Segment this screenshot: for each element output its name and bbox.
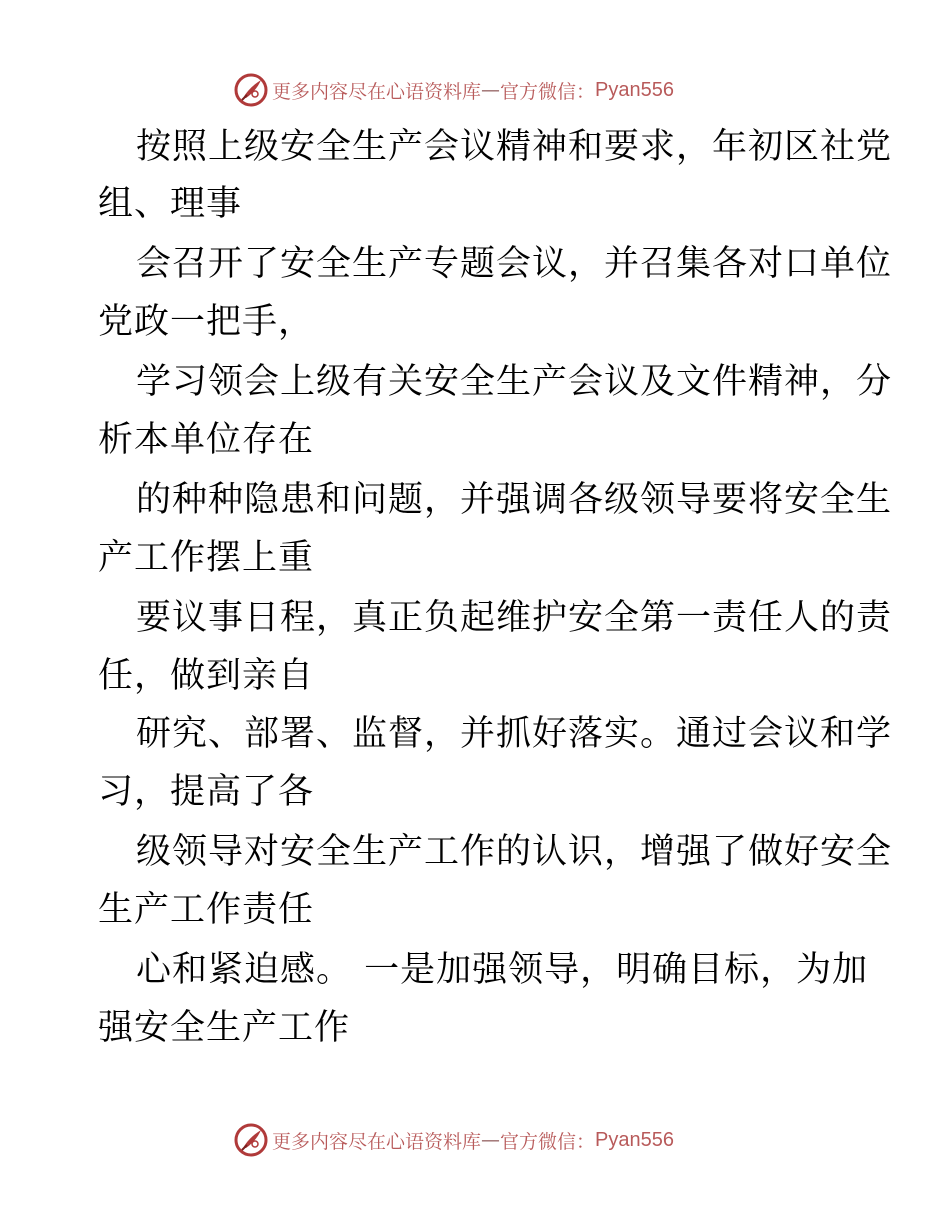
- watermark-separator: —: [481, 79, 501, 101]
- footer-watermark: [234, 1122, 674, 1158]
- watermark-id: Pyan556: [595, 78, 674, 101]
- text-line: 党政一把手，: [98, 302, 315, 342]
- text-line: 要议事日程，真正负起维护安全第一责任人的责: [136, 598, 893, 638]
- text-line: 习，提高了各: [98, 772, 315, 812]
- text-line: 组、理事: [98, 184, 243, 224]
- text-line: 生产工作责任: [98, 890, 315, 930]
- text-line: 强安全生产工作: [98, 1008, 351, 1048]
- text-line: 学习领会上级有关安全生产会议及文件精神，分: [136, 362, 893, 402]
- text-line: 任，做到亲自: [98, 656, 315, 696]
- text-line: 析本单位存在: [98, 420, 315, 460]
- text-line: 心和紧迫感。 一是加强领导，明确目标，为加: [136, 950, 869, 990]
- text-line: 会召开了安全生产专题会议，并召集各对口单位: [136, 244, 893, 284]
- watermark-text: 更多内容尽在心语资料库: [272, 1130, 482, 1153]
- text-line: 按照上级安全生产会议精神和要求，年初区社党: [136, 127, 893, 167]
- text-line: 的种种隐患和问题，并强调各级领导要将安全生: [136, 480, 893, 520]
- text-line: 研究、部署、监督，并抓好落实。通过会议和学: [136, 714, 893, 754]
- watermark-text: 更多内容尽在心语资料库: [272, 80, 482, 103]
- watermark-label: 官方微信：: [500, 1130, 596, 1153]
- quill-seal-icon: [234, 1123, 268, 1157]
- text-line: 级领导对安全生产工作的认识，增强了做好安全: [136, 832, 893, 872]
- watermark-label: 官方微信：: [500, 80, 596, 103]
- watermark-separator: —: [481, 1129, 501, 1151]
- watermark-id: Pyan556: [595, 1128, 674, 1151]
- text-line: 产工作摆上重: [98, 538, 315, 578]
